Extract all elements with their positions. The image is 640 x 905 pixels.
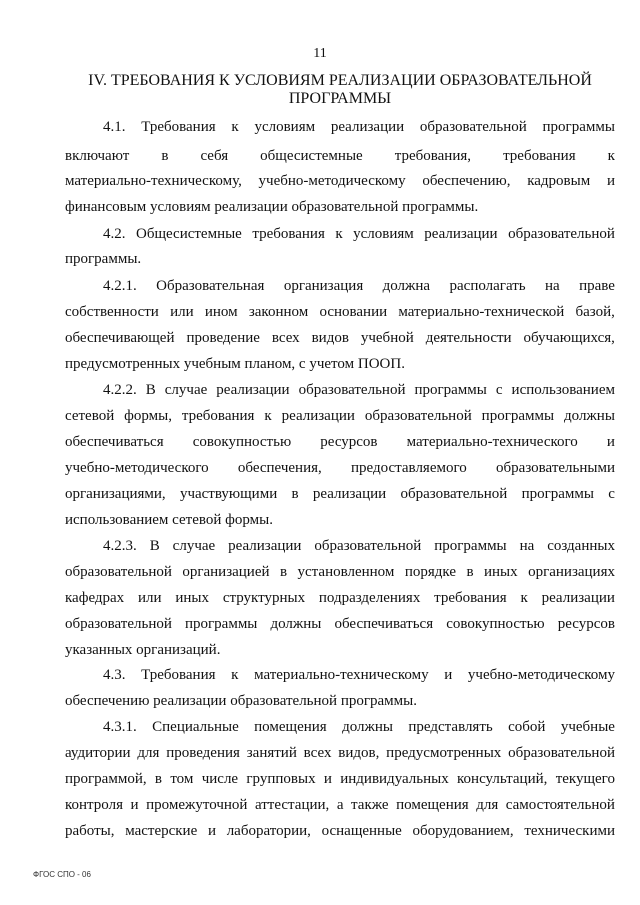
text-line: использованием сетевой формы. (65, 512, 273, 528)
section-title-line: IV. ТРЕБОВАНИЯ К УСЛОВИЯМ РЕАЛИЗАЦИИ ОБРАЗОВАТЕЛЬНОЙ (88, 72, 592, 89)
text-line: учебно-методического обеспечения, предоставляемого образовательными (65, 460, 615, 476)
text-line: 4.2.3. В случае реализации образовательной программы на созданных (103, 538, 615, 554)
text-line: сетевой формы, требования к реализации образовательной программы должны (65, 408, 615, 424)
text-line: указанных организаций. (65, 642, 221, 658)
text-line: 4.2.1. Образовательная организация должна располагать на праве (103, 278, 615, 294)
text-line: обеспечиваться совокупностью ресурсов материально-технического и (65, 434, 615, 450)
section-title (60, 72, 620, 108)
text-line: аудитории для проведения занятий всех видов, предусмотренных образовательной (65, 745, 615, 761)
text-line: 4.2. Общесистемные требования к условиям реализации образовательной (103, 226, 615, 242)
section-title-line: ПРОГРАММЫ (288, 90, 392, 107)
text-line: 4.1. Требования к условиям реализации образовательной программы (103, 119, 615, 135)
text-line: образовательной программы должны обеспечиваться совокупностью ресурсов (65, 616, 615, 632)
text-line: 4.3.1. Специальные помещения должны представлять собой учебные (103, 719, 615, 735)
text-line: предусмотренных учебным планом, с учетом ПООП. (65, 356, 405, 372)
text-line: работы, мастерские и лаборатории, оснащенные оборудованием, техническими (65, 823, 615, 839)
page-number: 11 (313, 46, 327, 61)
text-line: организациями, участвующими в реализации образовательной программы с (65, 486, 615, 502)
text-line: обеспечивающей проведение всех видов учебной деятельности обучающихся, (65, 330, 615, 346)
text-line: кафедрах или иных структурных подразделениях требования к реализации (65, 590, 615, 606)
text-line: 4.3. Требования к материально-техническому и учебно-методическому (103, 667, 615, 683)
text-line: материально-техническому, учебно-методическому обеспечению, кадровым и (65, 173, 615, 189)
text-line: программой, в том числе групповых и индивидуальных консультаций, текущего (65, 771, 615, 787)
text-line: образовательной организацией в установленном порядке в иных организациях (65, 564, 615, 580)
text-line: включают в себя общесистемные требования, требования к (65, 148, 615, 164)
text-line: программы. (65, 251, 142, 267)
text-line: 4.2.2. В случае реализации образовательной программы с использованием (103, 382, 615, 398)
text-line: обеспечению реализации образовательной программы. (65, 693, 417, 709)
text-line: контроля и промежуточной аттестации, а также помещения для самостоятельной (65, 797, 615, 813)
text-line: финансовым условиям реализации образовательной программы. (65, 199, 479, 215)
text-line: собственности или ином законном основании материально-технической базой, (65, 304, 615, 320)
footer-code: ФГОС СПО - 06 (33, 870, 91, 879)
